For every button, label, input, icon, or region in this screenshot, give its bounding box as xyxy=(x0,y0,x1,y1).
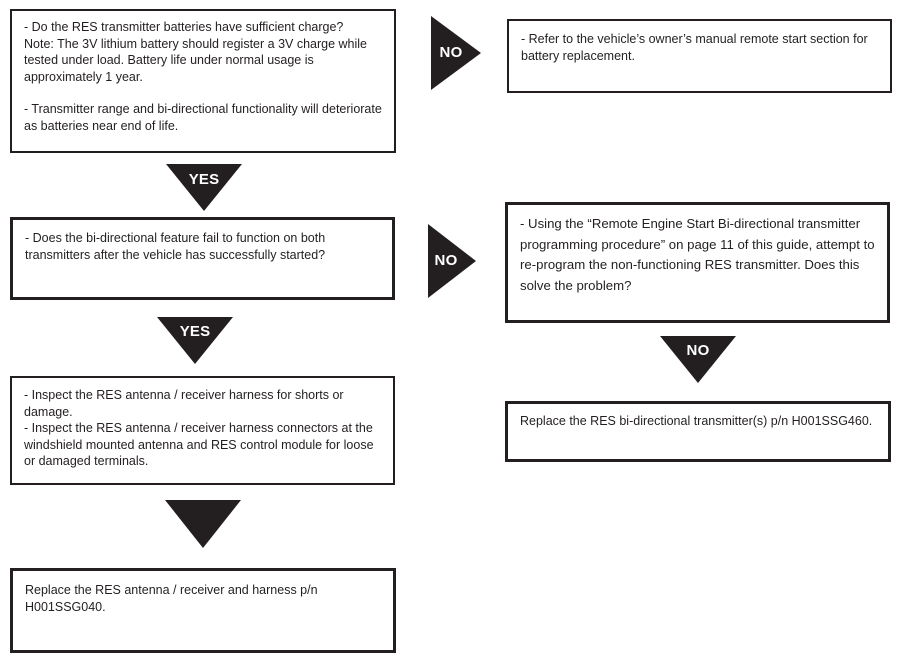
battery-replacement-text: - Refer to the vehicle’s owner’s manual remote start section for battery replacement. xyxy=(521,32,868,63)
no-label-3: NO xyxy=(686,342,710,359)
replace-antenna-box xyxy=(10,568,396,653)
battery-check-box xyxy=(10,9,396,153)
inspect-harness-connectors: - Inspect the RES antenna / receiver harness connectors at the windshield mounted antenna and RES control module for loose or damaged terminals. xyxy=(24,421,374,469)
replace-antenna-text: Replace the RES antenna / receiver and harness p/n H001SSG040. xyxy=(25,583,318,614)
yes-label-1: YES xyxy=(188,171,220,188)
battery-range-note: - Transmitter range and bi-directional functionality will deteriorate as batteries near end of life. xyxy=(24,102,382,133)
reprogram-text: - Using the “Remote Engine Start Bi-directional transmitter programming procedure” on page 11 of this guide, attempt to re-program the non-functioning RES transmitter. Does this solve the problem? xyxy=(520,216,875,293)
yes-label-2: YES xyxy=(179,323,211,340)
bidirectional-check-text: - Does the bi-directional feature fail to function on both transmitters after the vehicle has successfully started? xyxy=(25,231,326,262)
no-label-1: NO xyxy=(439,44,463,61)
battery-replacement-box xyxy=(507,19,892,93)
inspect-harness-shorts: - Inspect the RES antenna / receiver harness for shorts or damage. xyxy=(24,388,344,419)
arrow-down-unlabeled xyxy=(165,500,241,548)
inspect-harness-box xyxy=(10,376,395,485)
bidirectional-check-box xyxy=(10,217,395,300)
reprogram-box xyxy=(505,202,890,323)
no-label-2: NO xyxy=(434,252,458,269)
replace-transmitter-box xyxy=(505,401,891,462)
battery-check-question: - Do the RES transmitter batteries have sufficient charge? xyxy=(24,20,344,34)
replace-transmitter-text: Replace the RES bi-directional transmitter(s) p/n H001SSG460. xyxy=(520,414,873,428)
battery-check-note: Note: The 3V lithium battery should register a 3V charge while tested under load. Battery life under normal usage is approximately 1 year. xyxy=(24,36,368,84)
